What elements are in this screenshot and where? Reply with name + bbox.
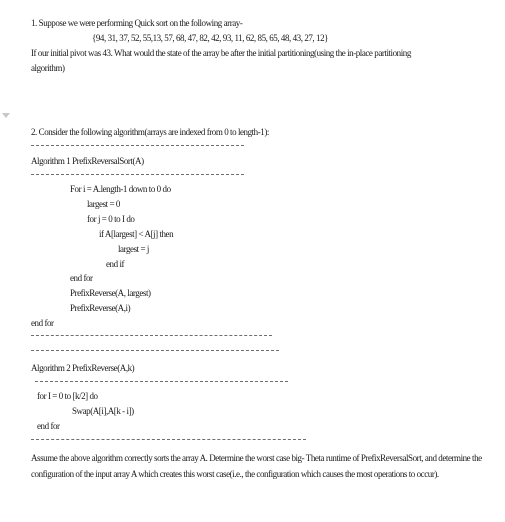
q2-closing-question: Assume the above algorithm correctly sorts the array A. Determine the worst case big- Theta runtime of PrefixReversalSort, and determine the configuration of the input array A which creates this worst case(i.e., the configuration which causes the most operations to occur). — [31, 453, 482, 479]
q1-intro: 1. Suppose we were performing Quick sort on the following array- — [31, 18, 243, 28]
code-line: if A[largest] < A[j] then — [99, 229, 174, 239]
divider — [31, 145, 244, 146]
code-line: PrefixReverse(A, largest) — [70, 288, 151, 298]
code-line: PrefixReverse(A,i) — [70, 303, 131, 313]
code-line: for I = 0 to [k/2] do — [37, 391, 98, 401]
q1-array: {94, 31, 37, 52, 55,13, 57, 68, 47, 82, 42, 93, 11, 62, 85, 65, 48, 43, 27, 12} — [92, 33, 329, 43]
divider — [31, 174, 244, 175]
divider — [31, 350, 279, 351]
divider — [31, 335, 272, 336]
algorithm-2-title: Algorithm 2 PrefixReverse(A,k) — [31, 363, 135, 373]
q1-question-line2: algorithm) — [31, 63, 65, 73]
code-line: For i = A.length-1 down to 0 do — [70, 184, 171, 194]
code-line: largest = j — [118, 244, 149, 254]
algorithm-1-title: Algorithm 1 PrefixReversalSort(A) — [31, 156, 144, 166]
code-line: end for — [70, 273, 93, 283]
divider — [35, 381, 288, 382]
code-line: end for — [31, 318, 54, 328]
code-line: end for — [37, 421, 60, 431]
collapse-marker-icon — [2, 113, 10, 118]
code-line: largest = 0 — [87, 199, 120, 209]
divider — [31, 439, 306, 440]
q2-intro: 2. Consider the following algorithm(arrays are indexed from 0 to length-1): — [31, 127, 269, 137]
code-line: end if — [106, 259, 125, 269]
code-line: Swap(A[i],A[k - i]) — [72, 406, 134, 416]
code-line: for j = 0 to I do — [87, 214, 135, 224]
q1-question-line1: If our initial pivot was 43. What would the state of the array be after the initial partitioning(using the in-place partitioning — [31, 48, 411, 58]
